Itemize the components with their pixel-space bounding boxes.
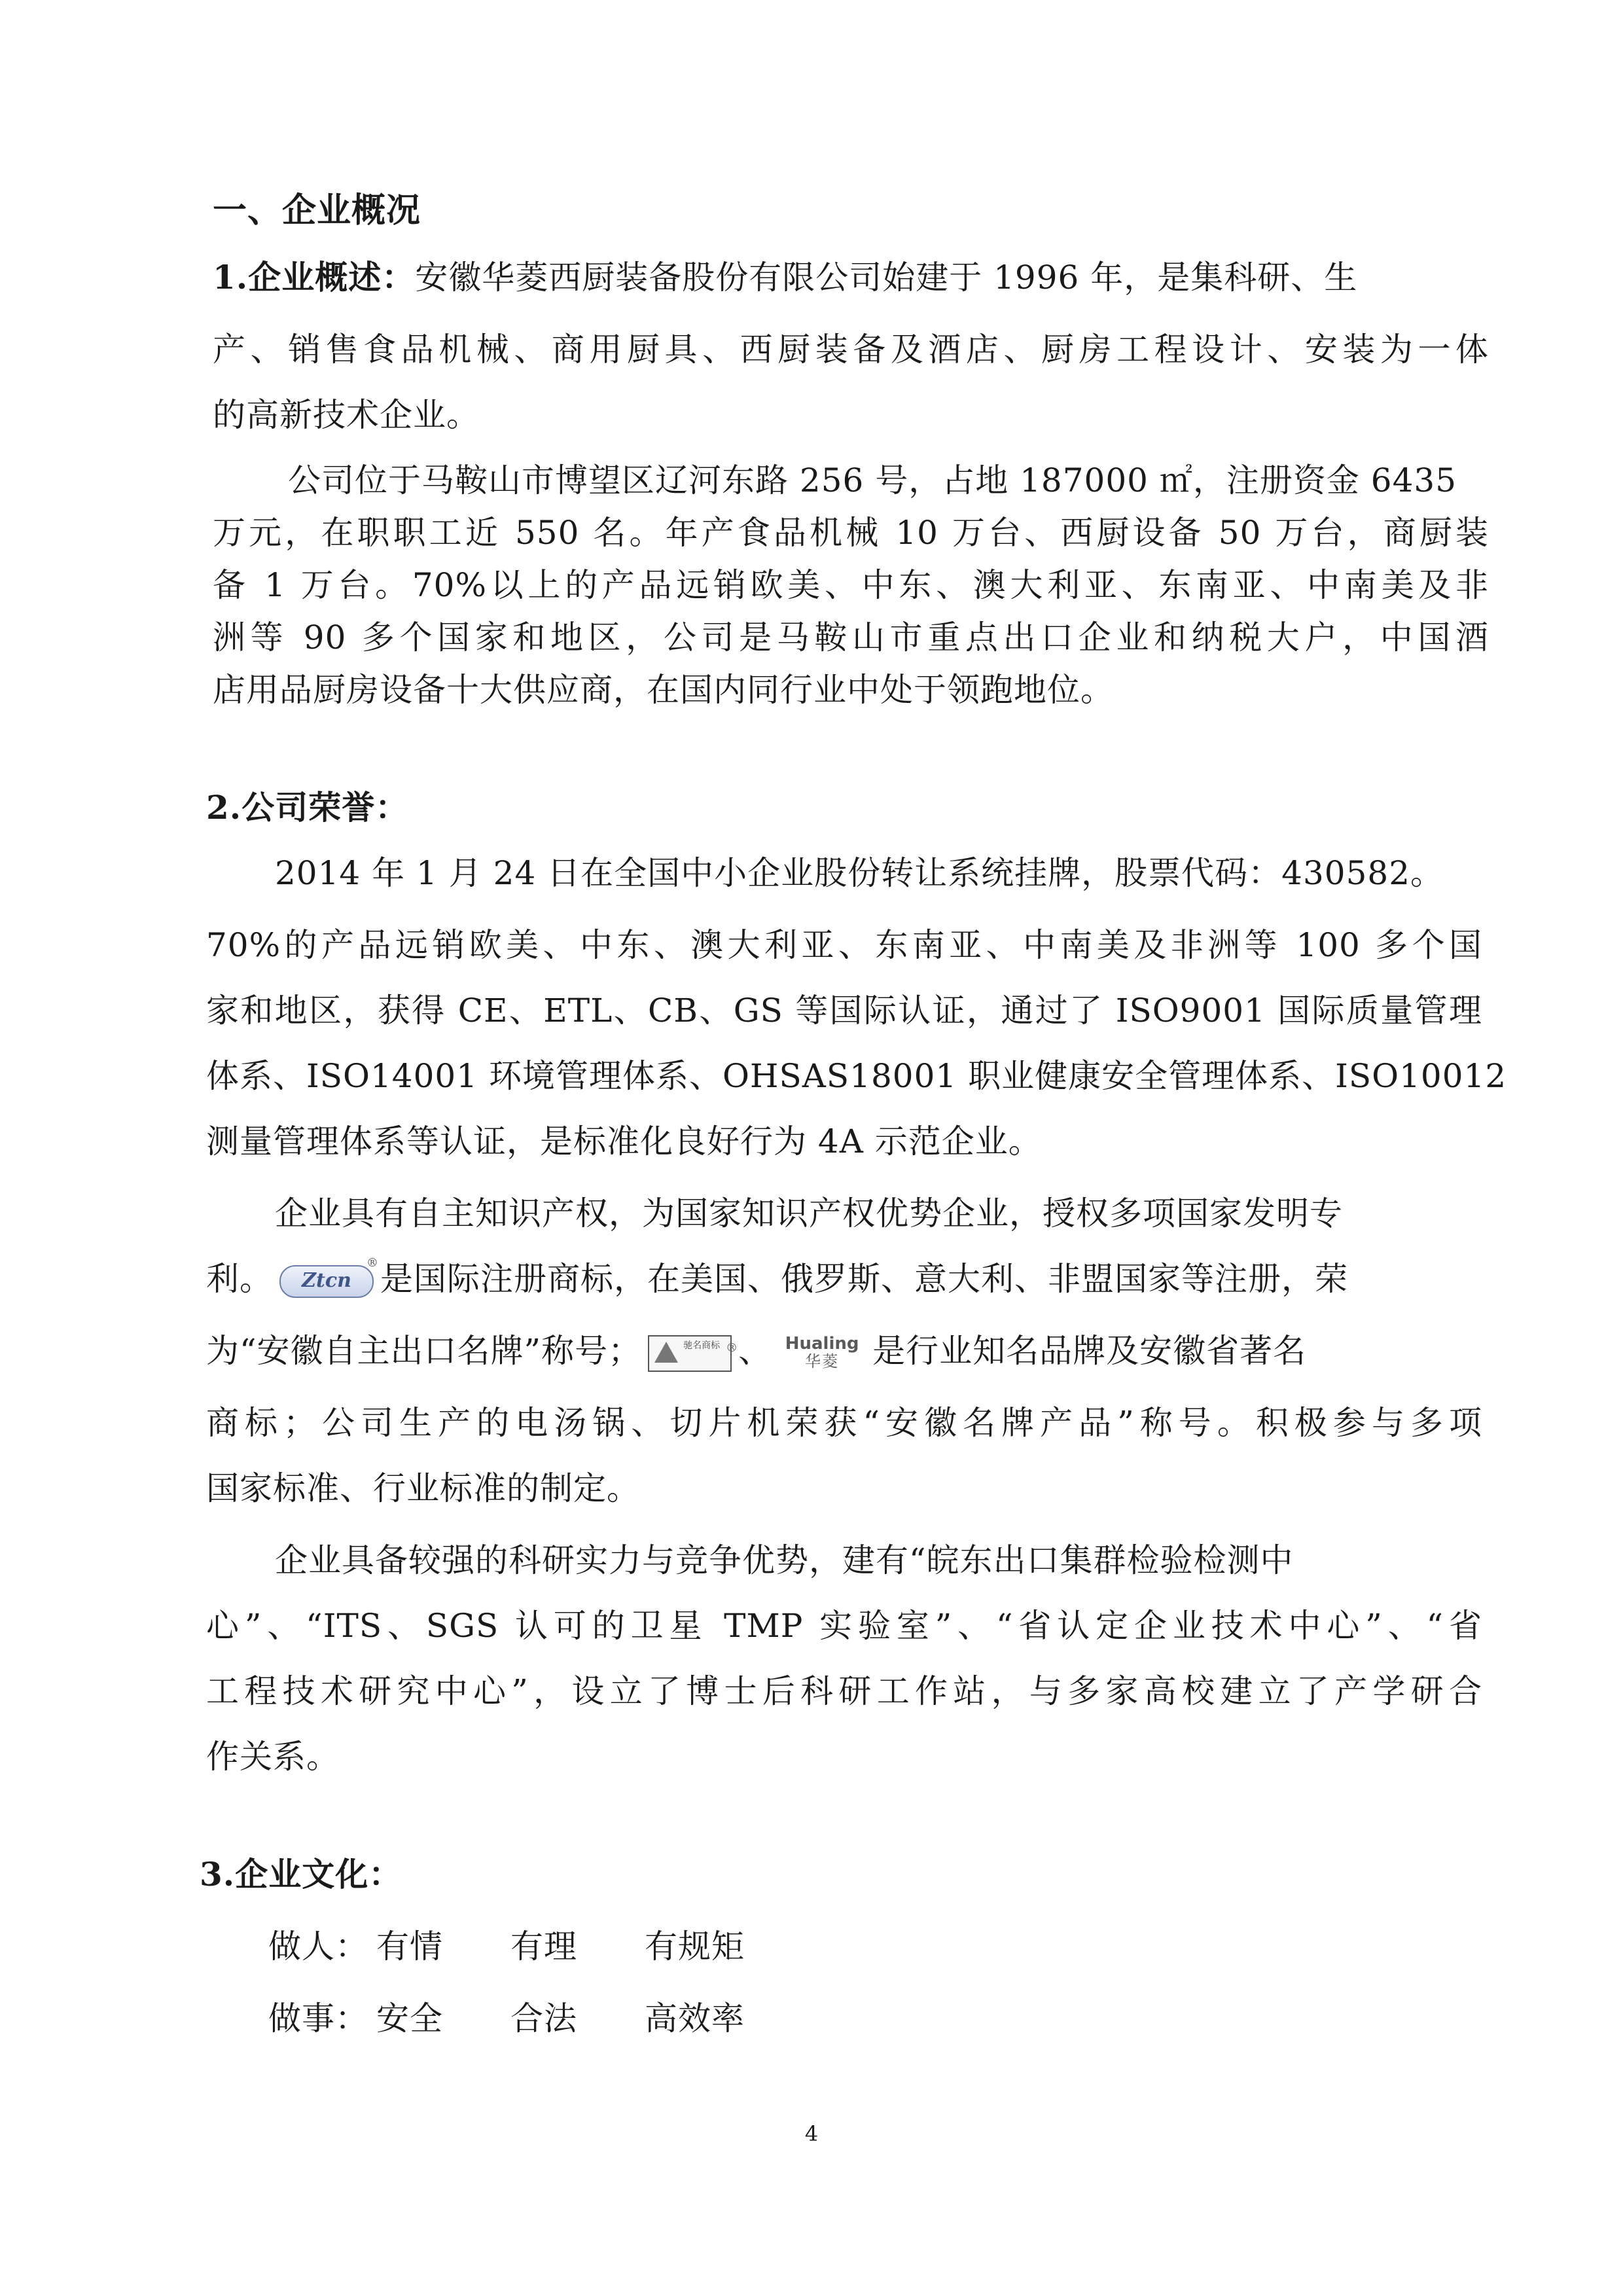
honors-p2-line-1: 企业具有自主知识产权，为国家知识产权优势企业，授权多项国家发明专 <box>275 1194 1343 1232</box>
honors-p2-line-2-a: 利。 <box>206 1260 273 1298</box>
honors-p2-line-2-b: 是国际注册商标，在美国、俄罗斯、意大利、非盟国家等注册，荣 <box>380 1260 1348 1298</box>
honors-p2-line-5: 国家标准、行业标准的制定。 <box>206 1469 640 1507</box>
culture-row-2-label: 做事： <box>268 2000 368 2037</box>
culture-row-1-item-2: 有理 <box>510 1928 577 1965</box>
honors-p3-line-2: 心”、“ITS、SGS 认可的卫星 TMP 实验室”、“省认定企业技术中心”、“省 <box>206 1607 1482 1645</box>
honors-p1-line-4: 体系、ISO14001 环境管理体系、OHSAS18001 职业健康安全管理体系、ISO10012 <box>206 1057 1507 1095</box>
overview-line-3: 的高新技术企业。 <box>213 396 480 434</box>
culture-row-1-label: 做人： <box>268 1928 368 1965</box>
cert-logo-text: 驰名商标 <box>683 1340 721 1351</box>
culture-row-2-item-1: 安全 <box>376 2000 443 2037</box>
overview-line-1 <box>213 257 1357 298</box>
honors-label: 2.公司荣誉： <box>206 788 409 827</box>
culture-row-1-item-3: 有规矩 <box>645 1928 745 1965</box>
honors-p2-line-4: 商标；公司生产的电汤锅、切片机荣获“安徽名牌产品”称号。积极参与多项 <box>206 1404 1482 1442</box>
culture-row-2-item-2: 合法 <box>510 2000 577 2037</box>
overview-p2-line-4: 洲等 90 多个国家和地区，公司是马鞍山市重点出口企业和纳税大户，中国酒 <box>213 619 1489 656</box>
culture-row-1-item-1: 有情 <box>376 1928 443 1965</box>
honors-p2-line-3-a: 为“安徽自主出口名牌”称号； <box>206 1332 642 1370</box>
ztcn-logo-text: Ztcn <box>302 1269 351 1292</box>
culture-row-2-item-3: 高效率 <box>645 2000 745 2037</box>
honors-p1-line-3: 家和地区，获得 CE、ETL、CB、GS 等国际认证，通过了 ISO9001 国际质量管理 <box>206 992 1482 1030</box>
section-title: 一、企业概况 <box>213 190 421 230</box>
page-number: 4 <box>804 2121 819 2146</box>
culture-label: 3.企业文化： <box>200 1855 402 1893</box>
hualing-logo-en: Hualing <box>785 1334 859 1354</box>
honors-p3-line-3: 工程技术研究中心”，设立了博士后科研工作站，与多家高校建立了产学研合 <box>206 1672 1482 1710</box>
honors-p2-line-2 <box>206 1258 1348 1300</box>
honors-p1-line-5: 测量管理体系等认证，是标准化良好行为 4A 示范企业。 <box>206 1122 1042 1160</box>
honors-p2-line-3 <box>206 1330 1306 1372</box>
overview-text-1: 安徽华菱西厨装备股份有限公司始建于 1996 年，是集科研、生 <box>415 259 1358 296</box>
honors-p1-line-2: 70%的产品远销欧美、中东、澳大利亚、东南亚、中南美及非洲等 100 多个国 <box>206 926 1482 964</box>
honors-p1-line-1: 2014 年 1 月 24 日在全国中小企业股份转让系统挂牌，股票代码：430582。 <box>275 854 1444 892</box>
overview-p2-line-3: 备 1 万台。70%以上的产品远销欧美、中东、澳大利亚、东南亚、中南美及非 <box>213 566 1489 604</box>
overview-line-2: 产、销售食品机械、商用厨具、西厨装备及酒店、厨房工程设计、安装为一体 <box>213 331 1489 368</box>
overview-p2-line-1: 公司位于马鞍山市博望区辽河东路 256 号，占地 187000 ㎡，注册资金 6435 <box>288 461 1457 499</box>
famous-trademark-logo <box>648 1335 739 1372</box>
overview-p2-line-5: 店用品厨房设备十大供应商，在国内同行业中处于领跑地位。 <box>213 671 1114 709</box>
honors-p3-line-1: 企业具备较强的科研实力与竞争优势，建有“皖东出口集群检验检测中 <box>275 1541 1294 1579</box>
registered-mark-icon: ® <box>366 1256 379 1270</box>
honors-p2-line-3-c: 是行业知名品牌及安徽省著名 <box>872 1332 1307 1370</box>
hualing-logo <box>779 1336 865 1371</box>
ztcn-trademark-logo <box>279 1256 379 1298</box>
honors-p2-line-3-b: 、 <box>738 1332 772 1370</box>
honors-p3-line-4: 作关系。 <box>206 1738 340 1776</box>
registered-mark-icon: ® <box>726 1341 739 1355</box>
hualing-logo-cn: 华菱 <box>805 1352 840 1371</box>
overview-label: 1.企业概述： <box>213 258 416 296</box>
overview-p2-line-2: 万元，在职职工近 550 名。年产食品机械 10 万台、西厨设备 50 万台，商厨装 <box>213 514 1489 552</box>
triangle-icon <box>654 1342 678 1363</box>
